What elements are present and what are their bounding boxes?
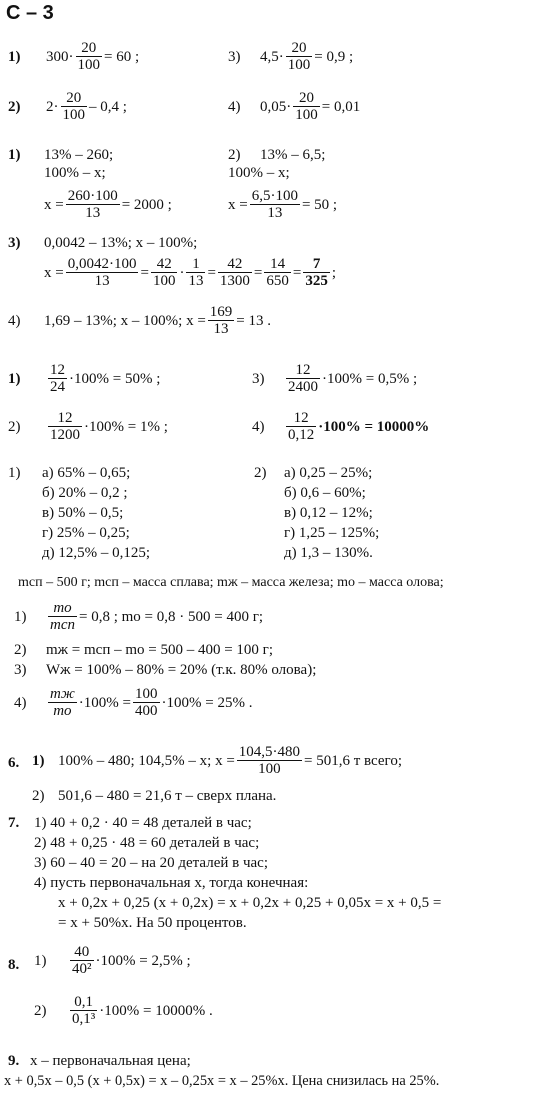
s2-label-2: 2) [228,147,241,163]
s9-line-2: x + 0,5x – 0,5 (x + 0,5x) = x – 0,25x = x – 25%x. Цена снизилась на 25%. [4,1073,440,1089]
s4-left-a: а) 65% – 0,65; [42,465,131,481]
s7-line-4: 4) пусть первоначальная x, тогда конечная: [34,875,309,891]
s7-number: 7. [8,815,20,831]
s5-item-4: 4) $\frac{mж}{mо}$ ·100% = $\frac{100}{400}$ ·100% = 25% . [14,686,253,719]
s7-line-3: 3) 60 – 40 = 20 – на 20 деталей в час; [34,855,268,871]
s4-left-c: в) 50% – 0,5; [42,505,124,521]
s9-number: 9. [8,1053,20,1069]
s2-p1-formula: x = $\frac{260\cdot 100}{13}$ = 2000 ; [44,188,172,221]
s2-p2-line2: 100% – x; [228,165,290,181]
s8-item-1: 1) $\frac{40}{\text{40²}}$ ·100% = 2,5% ; [34,944,191,977]
s2-p3-line1: 0,0042 – 13%; x – 100%; [44,235,198,251]
s3-item-3: 3) $\frac{12}{2400}$ ·100% = 0,5% ; [252,362,418,395]
s1-item-3: 3) 4,5· $\frac{20}{100}$ = 0,9 ; [228,40,354,73]
s1-item-2: 2) 2· $\frac{20}{100}$ – 0,4 ; [8,90,127,123]
s2-label-1: 1) [8,147,21,163]
s6-item-2: 2) 501,6 – 480 = 21,6 т – сверх плана. [32,787,277,804]
s2-label-3: 3) [8,235,21,251]
s8-item-2: 2) $\frac{0,1}{\text{0,1³}}$ ·100% = 10000% . [34,994,213,1027]
s5-item-1: 1) $\frac{mо}{\text{mсп}}$ = 0,8 ; mо = 0,8 · 500 = 400 г; [14,600,264,633]
s5-intro: mсп – 500 г; mсп – масса сплава; mж – масса железа; mо – масса олова; [18,575,444,590]
s7-line-1: 1) 40 + 0,2 · 40 = 48 деталей в час; [34,815,252,831]
s5-item-3: 3) Wж = 100% – 80% = 20% (т.к. 80% олова); [14,661,317,678]
s3-item-1: 1) $\frac{12}{24}$ ·100% = 50% ; [8,362,161,395]
s1-item-1: 1) 300· $\frac{20}{100}$ = 60 ; [8,40,140,73]
page-title: С – 3 [6,2,54,24]
s2-p2-formula: x = $\frac{6,5\cdot 100}{13}$ = 50 ; [228,188,338,221]
s4-right-d: г) 1,25 – 125%; [284,525,380,541]
s4-right-b: б) 0,6 – 60%; [284,485,366,501]
s2-p1-line2: 100% – x; [44,165,106,181]
s3-item-4: 4) $\frac{12}{0,12}$ ·100% = 10000% [252,410,430,443]
s4-right-c: в) 0,12 – 12%; [284,505,373,521]
s7-line-5: x + 0,2x + 0,25 (x + 0,2x) = x + 0,2x + 0,25 + 0,05x = x + 0,5 = [58,895,442,911]
s3-item-2: 2) $\frac{12}{1200}$ ·100% = 1% ; [8,410,168,443]
s7-line-6: = x + 50%x. На 50 процентов. [58,915,247,931]
s6-number: 6. [8,755,20,771]
s4-label-left: 1) [8,465,21,481]
s9-line-1: x – первоначальная цена; [30,1053,191,1069]
s1-item-4: 4) 0,05· $\frac{20}{100}$ = 0,01 [228,90,361,123]
s7-line-2: 2) 48 + 0,25 · 48 = 60 деталей в час; [34,835,260,851]
s4-right-e: д) 1,3 – 130%. [284,545,373,561]
s6-item-1: 1) 100% – 480; 104,5% – x; x = $\frac{104,5\cdot 480}{100}$ = 501,6 т всего; [32,744,403,777]
s4-left-d: г) 25% – 0,25; [42,525,130,541]
s4-left-b: б) 20% – 0,2 ; [42,485,128,501]
s2-p1-line1: 13% – 260; [44,147,114,163]
s2-p4: 4) 1,69 – 13%; x – 100%; x = $\frac{169}{13}$ = 13 . [8,304,272,337]
s8-number: 8. [8,957,20,973]
s4-label-right: 2) [254,465,267,481]
s4-right-a: а) 0,25 – 25%; [284,465,373,481]
s2-p3-formula: x = $\frac{0,0042\cdot 100}{13}$ = $\frac{42}{100}$ · $\frac{1}{13}$ = $\frac{42}{1300}$ = $\frac{14}{650}$ = $\frac{7}{325}$ ; [44,256,337,289]
s2-p2-line1: 13% – 6,5; [260,147,326,163]
s5-item-2: 2) mж = mсп – mо = 500 – 400 = 100 г; [14,641,273,658]
s4-left-e: д) 12,5% – 0,125; [42,545,151,561]
